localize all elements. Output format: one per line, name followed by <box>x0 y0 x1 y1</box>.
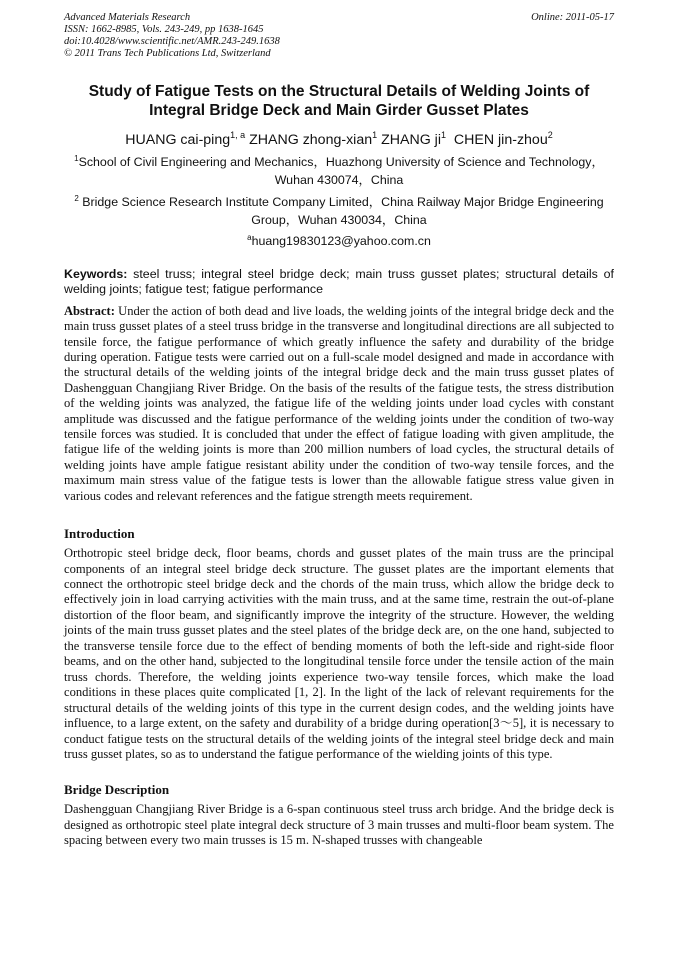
abstract <box>64 304 614 504</box>
author-affil-mark: 1 <box>440 130 446 140</box>
paragraph: Dashengguan Changjiang River Bridge is a 6-span continuous steel truss arch bridge. And the bridge deck is designed as orthotropic steel plate integral deck structure of 3 main trusses and multi-floor beam system. The spacing between every two main trusses is 15 m. N-shaped trusses with changeable <box>64 802 614 848</box>
paper-page <box>64 12 614 849</box>
affiliation-mark: 2 <box>74 194 79 203</box>
keywords <box>64 267 614 298</box>
section-body-bridge-description <box>64 802 614 848</box>
affiliation-1 <box>64 153 614 189</box>
affiliation-2 <box>64 193 614 229</box>
affiliation-text: Bridge Science Research Institute Company Limited，China Railway Major Bridge Engineering Group，Wuhan 430034，China <box>82 195 604 227</box>
abstract-label: Abstract: <box>64 303 115 318</box>
author-list <box>64 131 614 149</box>
section-heading-bridge-description: Bridge Description <box>64 782 170 798</box>
online-date: Online: 2011-05-17 <box>531 12 614 23</box>
keywords-text: steel truss; integral steel bridge deck; main truss gusset plates; structural details of welding joints; fatigue test; fatigue performance <box>64 267 614 297</box>
author-affil-mark: 1, a <box>230 130 246 140</box>
affiliation-text: School of Civil Engineering and Mechanics，Huazhong University of Science and Technology，Wuhan 430074，China <box>78 155 604 187</box>
email-address[interactable]: huang19830123@yahoo.com.cn <box>251 234 431 248</box>
affiliation-mark: 1 <box>74 154 79 163</box>
author-name: ZHANG ji <box>381 132 441 148</box>
copyright-line: © 2011 Trans Tech Publications Ltd, Switzerland <box>64 48 271 59</box>
email-mark: a <box>247 233 252 242</box>
issn-line: ISSN: 1662-8985, Vols. 243-249, pp 1638-1645 <box>64 24 264 35</box>
keywords-label: Keywords: <box>64 267 128 281</box>
paragraph: Orthotropic steel bridge deck, floor beams, chords and gusset plates of the main truss are the principal components of an integral steel bridge deck structure. The gusset plates are the important elements that connect the orthotropic steel bridge deck and the chords of the main truss, which allow the bridge deck to effectively join in load carrying activities with the main truss, and at the same time, restrain the out-of-plane distortion of the floor beam, and significantly improve the integrity of the structure. However, the welding joints of the main truss gusset plates and the steel plates of the bridge deck are, on the one hand, subjected to the transverse tensile force due to the effect of bending moments of both the left-side and right-side floor beams, and on the other hand, subjected to the longitudinal tensile force under the tensile action of the main truss chords. Therefore, the welding joints experience two-way tensile forces, which make the load conditions in these places quite complicated [1, 2]. In the light of the lack of relevant requirements for the structural details of the welding joints of this type in the current design codes, and the welding joints have influence, to a large extent, on the safety and durability of a bridge during operation[3～5], it is necessary to conduct fatigue tests on the structural details of the welding joints of the integral steel bridge deck and main truss gusset plates, so as to understand the fatigue performance of the wielding joints of this type. <box>64 546 614 761</box>
journal-header <box>64 12 614 62</box>
doi-line: doi:10.4028/www.scientific.net/AMR.243-249.1638 <box>64 36 280 47</box>
author-email <box>64 233 614 249</box>
author-name: CHEN jin-zhou <box>453 132 548 148</box>
paper-title: Study of Fatigue Tests on the Structural Details of Welding Joints of Integral Bridge Deck and Main Girder Gusset Plates <box>88 83 590 119</box>
journal-name: Advanced Materials Research <box>64 12 191 23</box>
abstract-text: Under the action of both dead and live loads, the welding joints of the integral bridge deck and the main truss gusset plates of a steel truss bridge in the transverse and longitudinal directions are all subjected to tensile force, the fatigue performance of which greatly influence the safety and durability of the bridge during operation. Fatigue tests were carried out on a full-scale model designed and made in accordance with the structural details of the welding joints of the integral bridge deck and the main truss gusset plates of Dashengguan Changjiang River Bridge. On the basis of the results of the fatigue tests, the stress distribution of the welding joints was analyzed, the fatigue life of the welding joints under load cycles with constant amplitude was discussed and the fatigue performance of the welding joints under the condition of two-way tensile forces was studied. It is concluded that under the effect of fatigue loading with given amplitude, the fatigue life of the welding joints is more than 200 million numbers of load cycles, the structural details of welding joints have ample fatigue resistant ability under the condition of two-way tensile forces, and the maximum main stress value of the fatigue tests is lower than the allowable fatigue stress value given in various codes and relevant references and the fatigue strength meets requirement. <box>64 303 615 503</box>
author-name: ZHANG zhong-xian <box>249 132 373 148</box>
section-heading-introduction: Introduction <box>64 526 135 542</box>
author-name: HUANG cai-ping <box>125 132 231 148</box>
section-body-introduction <box>64 546 614 762</box>
author-affil-mark: 2 <box>547 130 553 140</box>
author-affil-mark: 1 <box>372 130 378 140</box>
